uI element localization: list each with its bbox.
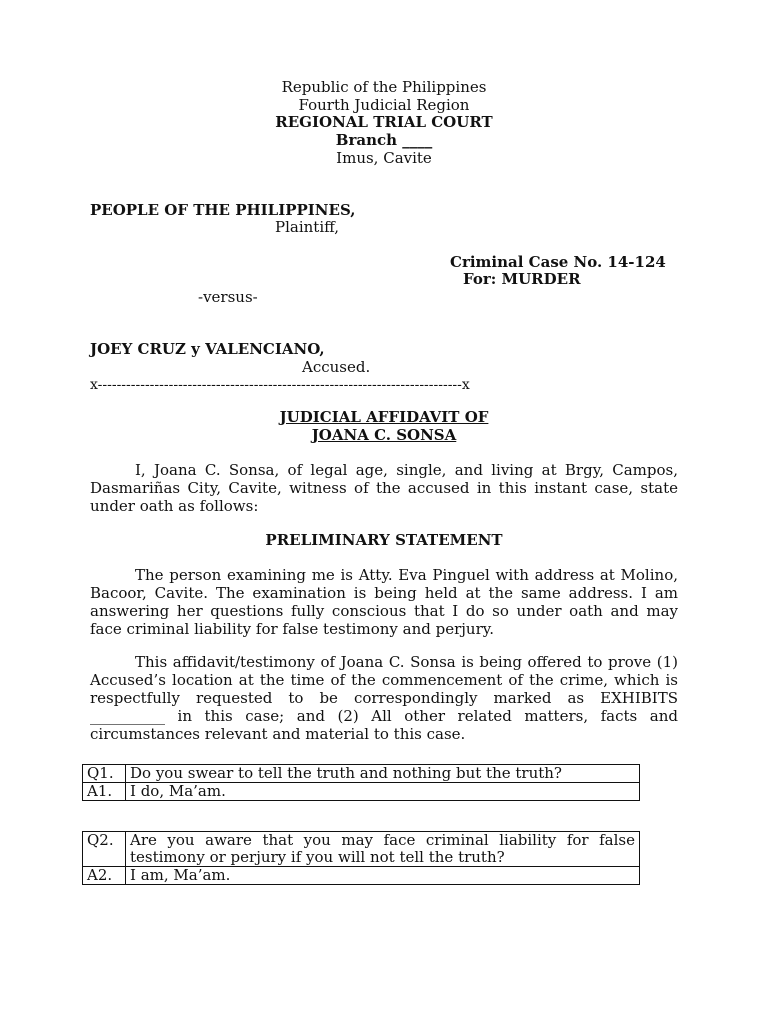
plaintiff-role: Plaintiff, — [275, 218, 340, 236]
header-region: Fourth Judicial Region — [298, 96, 470, 114]
header-branch: Branch ____ — [335, 131, 433, 149]
answer-text: I am, Ma’am. — [126, 867, 640, 885]
affiant-name: JOANA C. SONSA — [311, 426, 457, 444]
preliminary-paragraph-2: This affidavit/testimony of Joana C. Sonsa is being offered to prove (1) Accused’s location at the time of the commencement of the crime, which is respectfully requested to be correspondingly marked as EXHIBITS __________ in this case; and (2) All other related matters, facts and circumstances relevant and material to this case. — [90, 653, 678, 743]
header-court: REGIONAL TRIAL COURT — [275, 113, 493, 131]
preliminary-paragraph-1: The person examining me is Atty. Eva Pinguel with address at Molino, Bacoor, Cavite. The examination is being held at the same address. I am answering her questions fully conscious that I do so under oath and may face criminal liability for false testimony and perjury. — [90, 566, 678, 638]
question-number: Q2. — [83, 832, 126, 867]
intro-paragraph: I, Joana C. Sonsa, of legal age, single, and living at Brgy, Campos, Dasmariñas City, Cavite, witness of the accused in this instant case, state under oath as follows: — [90, 461, 678, 515]
versus-label: -versus- — [198, 288, 258, 306]
accused-name: JOEY CRUZ y VALENCIANO, — [90, 340, 325, 358]
affidavit-title: JUDICIAL AFFIDAVIT OF — [279, 408, 489, 426]
answer-number: A1. — [83, 783, 126, 801]
caption-divider: x-----------------------------------------------------------------------------x — [90, 377, 470, 393]
header-republic: Republic of the Philippines — [281, 78, 487, 96]
preliminary-heading: PRELIMINARY STATEMENT — [265, 531, 503, 549]
answer-row — [83, 867, 640, 885]
question-row — [83, 765, 640, 783]
question-row — [83, 832, 640, 867]
plaintiff-name: PEOPLE OF THE PHILIPPINES, — [90, 201, 356, 219]
header-location: Imus, Cavite — [336, 149, 432, 167]
case-for: For: MURDER — [463, 270, 581, 288]
qa-table-1 — [82, 764, 640, 801]
answer-text: I do, Ma’am. — [126, 783, 640, 801]
accused-role: Accused. — [302, 358, 371, 376]
answer-number: A2. — [83, 867, 126, 885]
qa-table-2 — [82, 831, 640, 885]
answer-row — [83, 783, 640, 801]
question-text: Do you swear to tell the truth and nothing but the truth? — [126, 765, 640, 783]
question-text: Are you aware that you may face criminal liability for false testimony or perjury if you will not tell the truth? — [126, 832, 640, 867]
case-number: Criminal Case No. 14-124 — [450, 253, 666, 271]
question-number: Q1. — [83, 765, 126, 783]
